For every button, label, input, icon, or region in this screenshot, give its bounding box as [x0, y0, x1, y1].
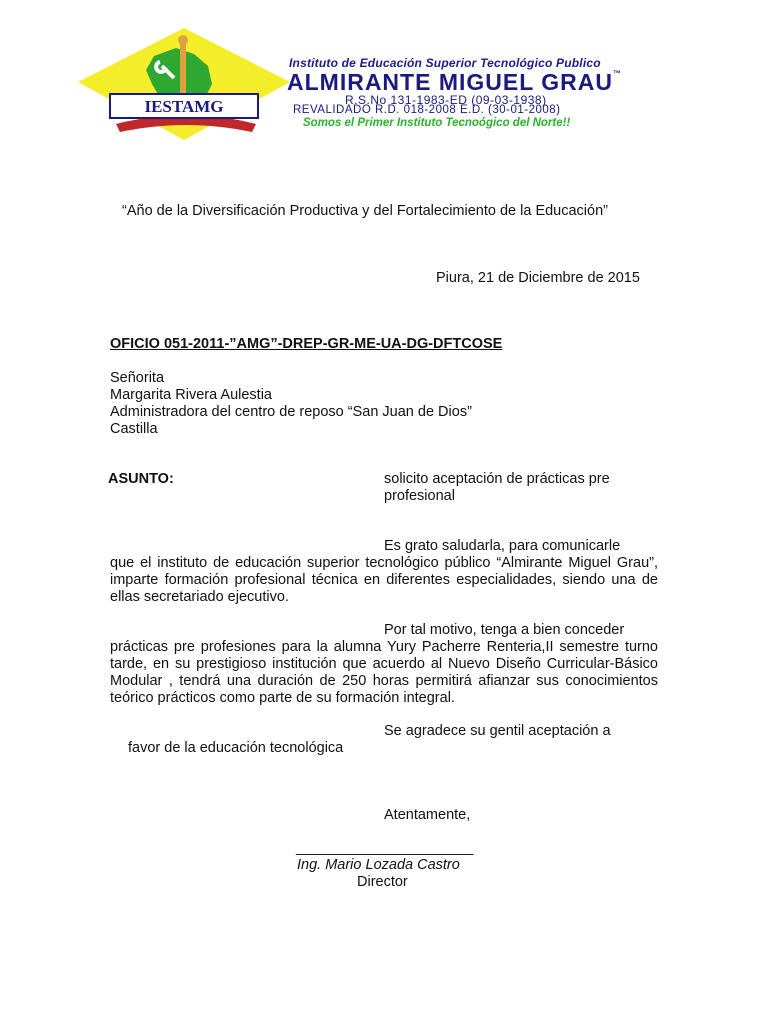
paragraph-3-first-line: Se agradece su gentil aceptación a [384, 723, 611, 739]
revalidado-line: REVALIDADO R.D. 018-2008 E.D. (30-01-2008) [293, 104, 561, 116]
year-motto: “Año de la Diversificación Productiva y del Fortalecimiento de la Educación” [122, 203, 608, 219]
recipient-position: Administradora del centro de reposo “San Juan de Dios” [110, 404, 472, 420]
document-reference: OFICIO 051-2011-”AMG”-DREP-GR-ME-UA-DG-DFTCOSE [110, 336, 503, 352]
paragraph-2-body: prácticas pre profesiones para la alumna Yury Pacherre Renteria,II semestre turno tarde, en su prestigioso institución que acuerdo al Nuevo Diseño Curricular-Básico Modular , tendrá una duración de 250 horas permitirá afianzar sus conocimientos teórico prácticos como parte de su formación integral. [110, 639, 658, 706]
subject-line-1: solicito aceptación de prácticas pre [384, 471, 610, 487]
recipient-name: Margarita Rivera Aulestia [110, 387, 272, 403]
institute-logo [76, 26, 292, 142]
recipient-city: Castilla [110, 421, 158, 437]
paragraph-1-body: que el instituto de educación superior tecnológico público “Almirante Miguel Grau”, imparte formación profesional técnica en diferentes especialidades, siendo una de ellas secretariado ejecutivo. [110, 555, 658, 605]
subject-line-2: profesional [384, 488, 455, 504]
paragraph-3-body: favor de la educación tecnológica [128, 740, 344, 756]
place-date: Piura, 21 de Diciembre de 2015 [436, 270, 640, 286]
slogan: Somos el Primer Instituto Tecnoógico del Norte!! [303, 117, 571, 129]
paragraph-1-first-line: Es grato saludarla, para comunicarle [384, 538, 621, 554]
paragraph-2-first-line: Por tal motivo, tenga a bien conceder [384, 622, 625, 638]
institute-type-line: Instituto de Educación Superior Tecnológico Publico [289, 56, 601, 70]
recipient-title: Señorita [110, 370, 165, 386]
rs-line: R.S.No 131-1983-ED (09-03-1938) [345, 93, 547, 107]
subject-label: ASUNTO: [108, 471, 174, 487]
signature-line: ______________________ [296, 840, 474, 856]
signer-role: Director [357, 874, 408, 890]
closing: Atentamente, [384, 807, 471, 823]
institute-name: ALMIRANTE MIGUEL GRAU™ [287, 69, 622, 95]
logo-text: IESTAMG [144, 97, 224, 116]
signer-name: Ing. Mario Lozada Castro [297, 857, 460, 873]
